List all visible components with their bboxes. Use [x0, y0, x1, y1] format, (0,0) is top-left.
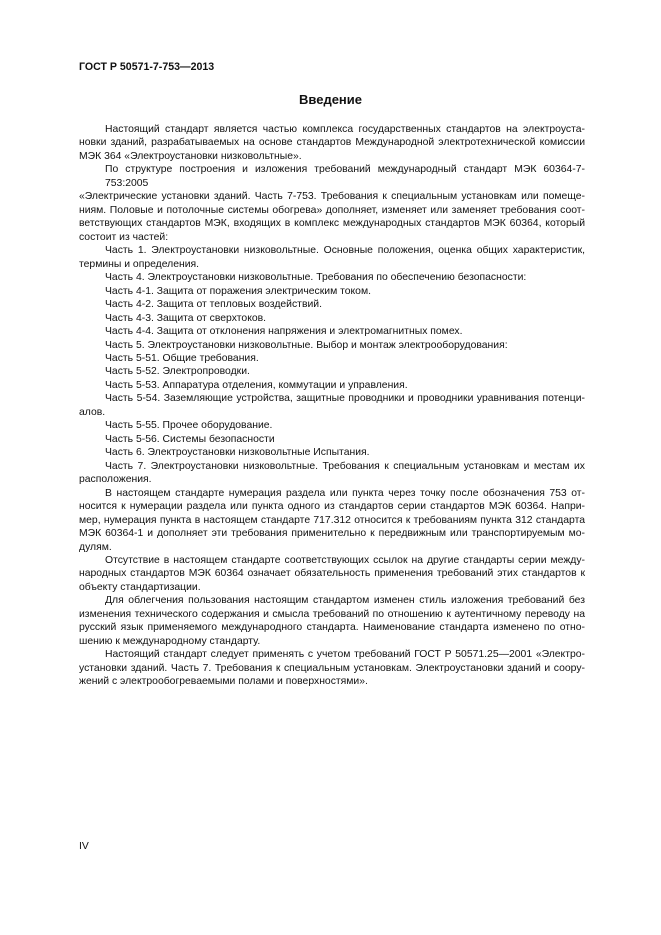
- paragraph: [79, 594, 585, 648]
- page-number: IV: [79, 841, 89, 852]
- paragraph: [79, 123, 585, 163]
- paragraph: [79, 163, 585, 244]
- text-line: По структуре построения и изложения требований международный стандарт МЭК 60364-7-753:2005: [105, 164, 585, 189]
- text-line: носится к нумерации раздела или пункта одного из стандартов серии стандартов МЭК 60364. Напри-: [79, 501, 585, 513]
- paragraph: [79, 352, 585, 365]
- paragraph: [79, 460, 585, 487]
- text-line: состоит из частей:: [79, 231, 169, 243]
- text-line: Настоящий стандарт является частью комплекса государственных стандартов на электроуста-: [105, 124, 585, 135]
- paragraph: [79, 433, 585, 446]
- text-line: дулям.: [79, 541, 112, 553]
- text-line: русский язык применяемого международного стандарта. Наименование стандарта изменено по отно-: [79, 622, 585, 634]
- text-line: алов.: [79, 406, 106, 418]
- text-line: Часть 4-2. Защита от тепловых воздействий.: [105, 299, 322, 311]
- text-line: изменения технического содержания и смысла требований по отношению к аутентичному переводу на: [79, 608, 585, 620]
- paragraph: [79, 285, 585, 298]
- text-line: МЭК 60364-1 и дополняет эти требования применительно к передвижным или транспортируемым мо-: [79, 528, 585, 540]
- paragraph: [79, 298, 585, 311]
- paragraph: [79, 446, 585, 459]
- text-line: жений с электрообогреваемыми полами и поверхностями».: [79, 676, 368, 688]
- text-line: мер, нумерация пункта в настоящем стандарте 717.312 относится к требованиям пункта 312 стандарта: [79, 514, 585, 526]
- section-title: Введение: [299, 92, 362, 107]
- text-line: В настоящем стандарте нумерация раздела или пункта через точку после обозначения 753 от-: [105, 487, 585, 499]
- text-line: Часть 5-56. Системы безопасности: [105, 433, 275, 445]
- text-line: Часть 4-4. Защита от отклонения напряжения и электромагнитных помех.: [105, 326, 463, 338]
- text-line: ниям. Половые и потолочные системы обогрева» дополняет, изменяет или заменяет требования соот-: [79, 204, 585, 216]
- text-line: Часть 4-1. Защита от поражения электрическим током.: [105, 285, 371, 297]
- text-line: Отсутствие в настоящем стандарте соответствующих ссылок на другие стандарты серии между-: [105, 555, 585, 566]
- text-line: Часть 5-54. Заземляющие устройства, защитные проводники и проводники уравнивания потенци-: [105, 393, 585, 405]
- text-line: Часть 5. Электроустановки низковольтные. Выбор и монтаж электрооборудования:: [105, 339, 508, 351]
- text-line: Часть 7. Электроустановки низковольтные. Требования к специальным установкам и местам их: [105, 460, 585, 472]
- text-line: Часть 1. Электроустановки низковольтные. Основные положения, оценка общих характеристик,: [105, 245, 585, 257]
- text-line: расположения.: [79, 474, 152, 486]
- text-line: Настоящий стандарт следует применять с учетом требований ГОСТ Р 50571.25—2001 «Электро-: [105, 649, 585, 661]
- text-line: Часть 5-53. Аппаратура отделения, коммутации и управления.: [105, 379, 408, 391]
- paragraph: [79, 648, 585, 688]
- text-line: Часть 5-55. Прочее оборудование.: [105, 420, 273, 432]
- paragraph: [79, 339, 585, 352]
- text-line: МЭК 364 «Электроустановки низковольтные».: [79, 150, 302, 162]
- paragraph: [79, 244, 585, 271]
- text-line: Часть 4-3. Защита от сверхтоков.: [105, 312, 267, 324]
- text-line: шению к международному стандарту.: [79, 635, 261, 647]
- text-line: Часть 5-51. Общие требования.: [105, 352, 259, 364]
- paragraph: [79, 271, 585, 284]
- text-line: народных стандартов МЭК 60364 означает обязательность применения требований этих стандартов к: [79, 568, 585, 580]
- text-line: Часть 6. Электроустановки низковольтные Испытания.: [105, 447, 370, 459]
- document-code-header: ГОСТ Р 50571-7-753—2013: [79, 61, 215, 73]
- paragraph: [79, 325, 585, 338]
- paragraph: [79, 487, 585, 554]
- text-line: объекту стандартизации.: [79, 581, 201, 593]
- paragraph: [79, 392, 585, 419]
- text-line: новки зданий, разрабатываемых на основе стандартов Международной электротехнической комиссии: [79, 137, 585, 149]
- paragraph: [79, 379, 585, 392]
- text-line: Для облегчения пользования настоящим стандартом изменен стиль изложения требований без: [105, 595, 585, 607]
- paragraph: [79, 554, 585, 594]
- text-line: «Электрические установки зданий. Часть 7-753. Требования к специальным установкам или помеще-: [79, 191, 585, 203]
- text-line: Часть 5-52. Электропроводки.: [105, 366, 250, 378]
- text-line: ветствующих стандартов МЭК, входящих в комплекс международных стандартов МЭК 60364, который: [79, 218, 585, 230]
- text-line: Часть 4. Электроустановки низковольтные. Требования по обеспечению безопасности:: [105, 272, 527, 284]
- paragraph: [79, 419, 585, 432]
- document-body: [79, 123, 585, 689]
- paragraph: [79, 312, 585, 325]
- text-line: установки зданий. Часть 7. Требования к специальным установкам. Электроустановки зданий и соору-: [79, 662, 585, 674]
- text-line: термины и определения.: [79, 258, 200, 270]
- paragraph: [79, 365, 585, 378]
